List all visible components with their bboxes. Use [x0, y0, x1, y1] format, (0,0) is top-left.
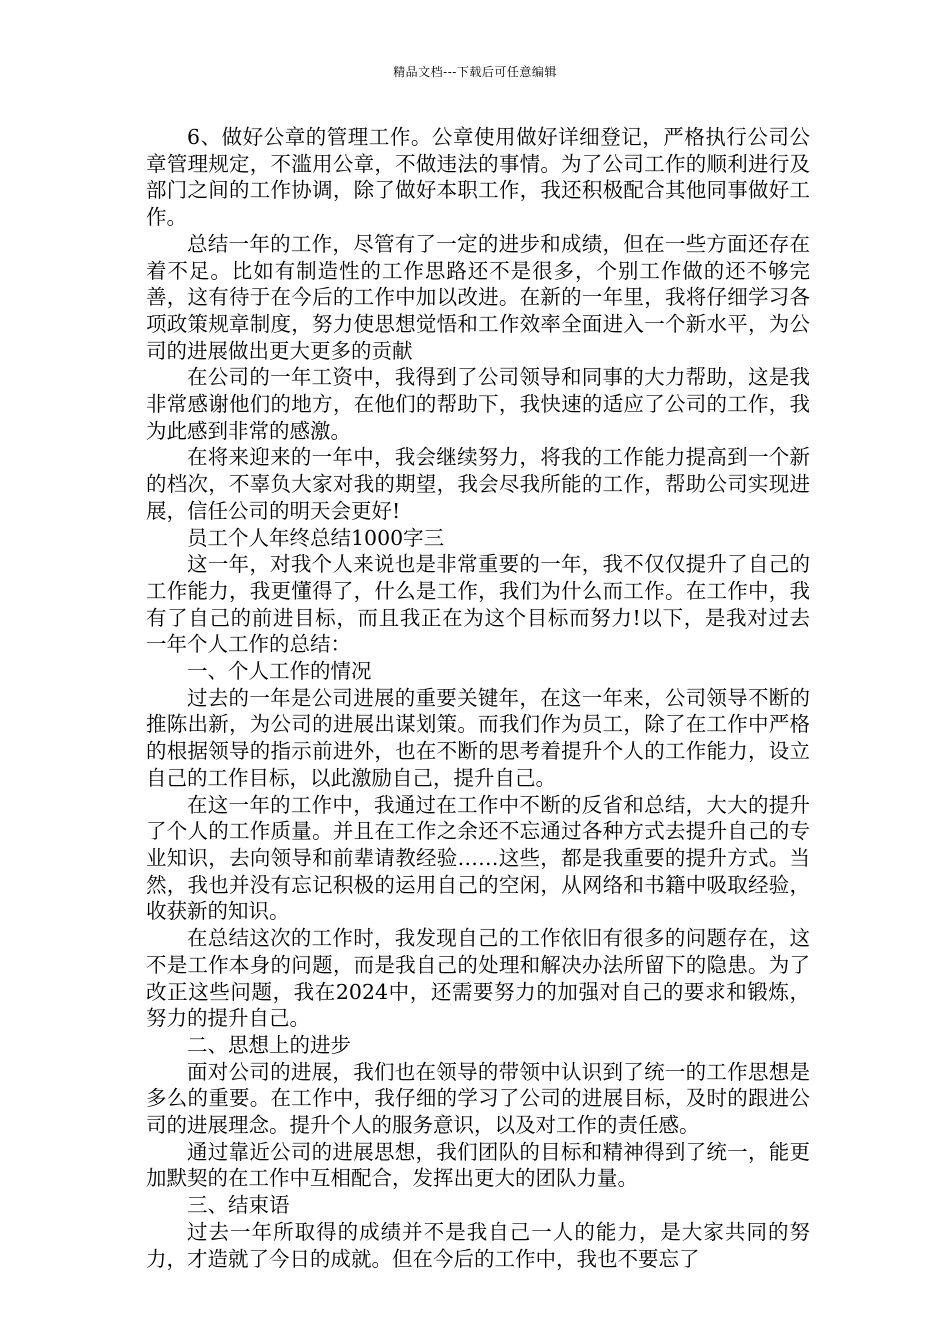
paragraph-outlook: 在将来迎来的一年中，我会继续努力，将我的工作能力提高到一个新的档次，不辜负大家对我的期望，我会尽我所能的工作，帮助公司实现进展，信任公司的明天会更好! — [146, 445, 810, 523]
paragraph-thanks: 在公司的一年工资中，我得到了公司领导和同事的大力帮助，这是我非常感谢他们的地方，在他们的帮助下，我快速的适应了公司的工作，我为此感到非常的感激。 — [146, 365, 810, 443]
heading-personal-work: 一、个人工作的情况 — [187, 659, 372, 684]
section-title-summary-three: 员工个人年终总结1000字三 — [187, 525, 445, 550]
paragraph-problems: 在总结这次的工作时，我发现自己的工作依旧有很多的问题存在，这不是工作本身的问题，而是我自己的处理和解决办法所留下的隐患。为了改正这些问题，我在2024中，还需要努力的加强对自己的要求和锻炼，努力的提升自己。 — [146, 926, 810, 1031]
page-header: 精品文档---下载后可任意编辑 — [393, 65, 557, 79]
paragraph-conclusion: 过去一年所取得的成绩并不是我自己一人的能力，是大家共同的努力，才造就了今日的成就。但在今后的工作中，我也不要忘了 — [146, 1219, 810, 1271]
paragraph-reflection: 在这一年的工作中，我通过在工作中不断的反省和总结，大大的提升了个人的工作质量。并且在工作之余还不忘通过各种方式去提升自己的专业知识，去向领导和前辈请教经验……这些，都是我重要的提升方式。当然，我也并没有忘记积极的运用自己的空闲，从网络和书籍中吸取经验，收获新的知识。 — [146, 792, 810, 924]
document-body — [146, 124, 810, 1272]
heading-thought-progress: 二、思想上的进步 — [187, 1032, 351, 1057]
paragraph-team-spirit: 通过靠近公司的进展思想，我们团队的目标和精神得到了统一，能更加默契的在工作中互相配合，发挥出更大的团队力量。 — [146, 1139, 810, 1191]
heading-conclusion: 三、结束语 — [187, 1193, 290, 1218]
paragraph-key-year: 过去的一年是公司进展的重要关键年，在这一年来，公司领导不断的推陈出新，为公司的进展出谋划策。而我们作为员工，除了在工作中严格的根据领导的指示前进外，也在不断的思考着提升个人的工作能力，设立自己的工作目标，以此激励自己，提升自己。 — [146, 685, 810, 790]
paragraph-year-summary: 总结一年的工作，尽管有了一定的进步和成绩，但在一些方面还存在着不足。比如有制造性的工作思路还不是很多，个别工作做的还不够完善，这有待于在今后的工作中加以改进。在新的一年里，我将仔细学习各项政策规章制度，努力使思想觉悟和工作效率全面进入一个新水平，为公司的进展做出更大更多的贡献 — [146, 231, 810, 363]
paragraph-seal-management: 6、做好公章的管理工作。公章使用做好详细登记，严格执行公司公章管理规定，不滥用公章，不做违法的事情。为了公司工作的顺利进行及部门之间的工作协调，除了做好本职工作，我还积极配合其他同事做好工作。 — [146, 125, 810, 230]
paragraph-unified-thinking: 面对公司的进展，我们也在领导的带领中认识到了统一的工作思想是多么的重要。在工作中，我仔细的学习了公司的进展目标，及时的跟进公司的进展理念。提升个人的服务意识，以及对工作的责任感。 — [146, 1059, 810, 1138]
paragraph-intro: 这一年，对我个人来说也是非常重要的一年，我不仅仅提升了自己的工作能力，我更懂得了，什么是工作，我们为什么而工作。在工作中，我有了自己的前进目标，而且我正在为这个目标而努力!以下，是我对过去一年个人工作的总结： — [146, 552, 810, 657]
